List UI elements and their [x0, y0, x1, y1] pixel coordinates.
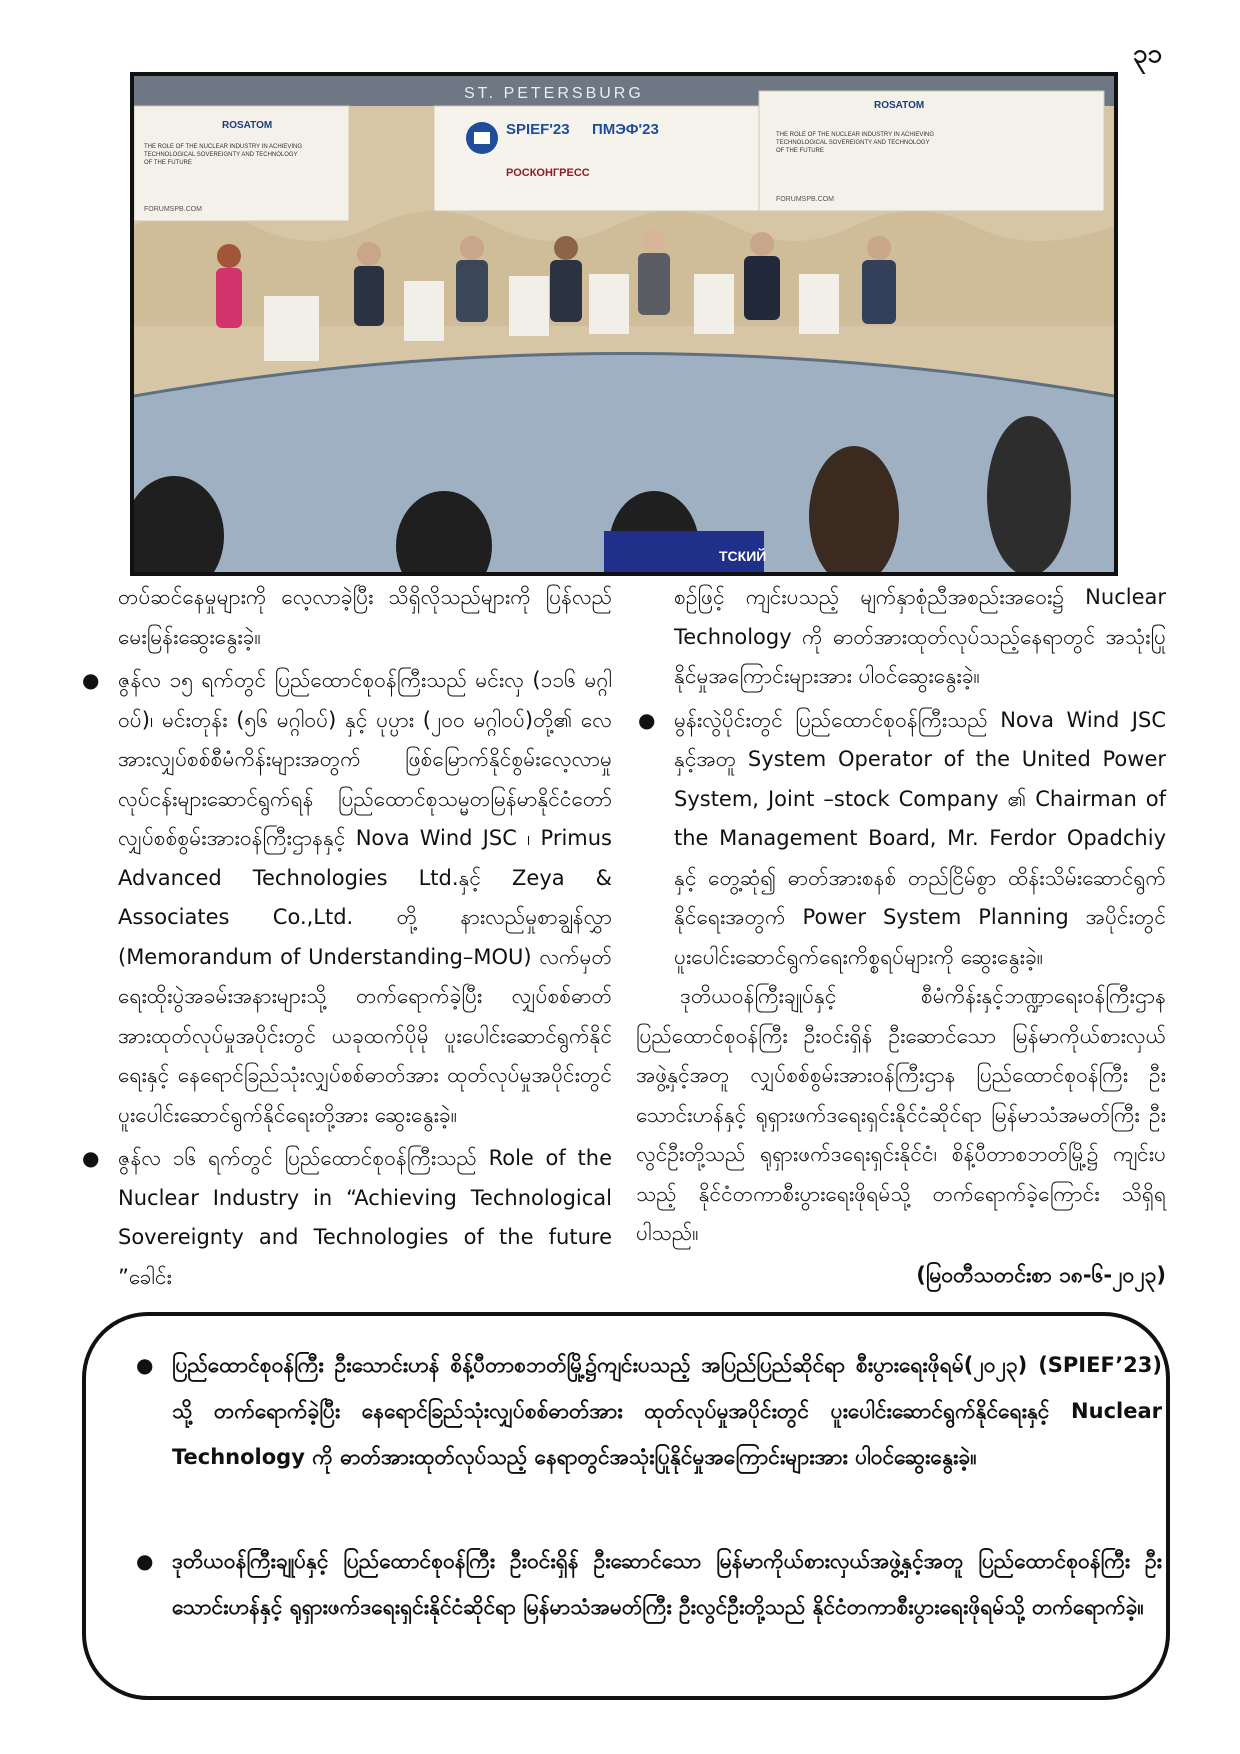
center-screen-title-ru: ПМЭФ'23 — [592, 121, 659, 138]
right-bullet-1: ● မွန်းလွဲပိုင်းတွင် ပြည်ထောင်စုဝန်ကြီးသည် Nova Wind JSC နှင့်အတူ System Operator of the United Power System, Joint –stock Company ၏ Chairman of the Management Board, Mr. Ferdor Opadchiy နှင့် တွေ့ဆုံ၍ ဓာတ်အားစနစ် တည်ငြိမ်စွာ ထိန်းသိမ်းဆောင်ရွက်နိုင်ရေးအတွက် Power System Planning အပိုင်းတွင် ပူးပေါင်းဆောင်ရွက်ရေးကိစ္စရပ်များကို ဆွေးနွေးခဲ့။ — [636, 701, 1166, 978]
right-screen-url: FORUMSPB.COM — [776, 196, 834, 203]
svg-text:THE ROLE OF THE NUCLEAR INDUST: THE ROLE OF THE NUCLEAR INDUSTRY IN ACHIEVING — [776, 132, 935, 138]
svg-text:OF THE FUTURE: OF THE FUTURE — [776, 148, 824, 154]
banner-text: ST. PETERSBURG — [464, 85, 644, 102]
center-screen-title: SPIEF'23 — [506, 121, 570, 138]
left-screen-url: FORUMSPB.COM — [144, 206, 202, 213]
center-screen-org: РОСКОНГРЕСС — [506, 167, 590, 179]
summary-box — [82, 1312, 1170, 1700]
summary-item-1: ● ပြည်ထောင်စုဝန်ကြီး ဦးသောင်းဟန် စိန့်ပီတာစဘတ်မြို့၌ကျင်းပသည့် အပြည်ပြည်ဆိုင်ရာ စီးပွားရေးဖိုရမ်(၂၀၂၃) (SPIEF’23) သို့ တက်ရောက်ခဲ့ပြီး နေရောင်ခြည်သုံးလျှပ်စစ်ဓာတ်အား ထုတ်လုပ်မှုအပိုင်းတွင် ပူးပေါင်းဆောင်ရွက်နိုင်ရေးနှင့် Nuclear Technology ကို ဓာတ်အားထုတ်လုပ်သည့် နေရာတွင်အသုံးပြုနိုင်မှုအကြောင်းများအား ပါဝင်ဆွေးနွေးခဲ့။ — [130, 1342, 1162, 1480]
left-column — [80, 578, 612, 1297]
conference-photo — [130, 72, 1118, 576]
right-column — [636, 578, 1166, 1295]
podium-text: ТСКИЙ — [719, 548, 767, 564]
closing-paragraph: ဒုတိယဝန်ကြီးချုပ်နှင့် စီမံကိန်းနှင့်ဘဏ္ဍာရေးဝန်ကြီးဌာန ပြည်ထောင်စုဝန်ကြီး ဦးဝင်းရှိန် ဦးဆောင်သော မြန်မာကိုယ်စားလှယ်အဖွဲ့နှင့်အတူ လျှပ်စစ်စွမ်းအားဝန်ကြီးဌာန ပြည်ထောင်စုဝန်ကြီး ဦးသောင်းဟန်နှင့် ရုရှားဖက်ဒရေးရှင်းနိုင်ငံဆိုင်ရာ မြန်မာသံအမတ်ကြီး ဦးလွင်ဦးတို့သည် ရုရှားဖက်ဒရေးရှင်းနိုင်ငံ၊ စိန့်ပီတာစဘတ်မြို့၌ ကျင်းပသည့် နိုင်ငံတကာစီးပွားရေးဖိုရမ်သို့ တက်ရောက်ခဲ့ကြောင်း သိရှိရပါသည်။ — [636, 984, 1166, 1245]
svg-text:OF THE FUTURE: OF THE FUTURE — [144, 160, 192, 166]
left-screen-session: THE ROLE OF THE NUCLEAR INDUSTRY IN ACHIEVING — [144, 144, 303, 150]
left-bullet-1: ● ဇွန်လ ၁၅ ရက်တွင် ပြည်ထောင်စုဝန်ကြီးသည် မင်းလှ (၁၁၆ မဂ္ဂါဝပ်)၊ မင်းတုန်း (၅၆ မဂ္ဂါဝပ်) နှင့် ပုပ္ပား (၂၀၀ မဂ္ဂါဝပ်)တို့၏ လေအားလျှပ်စစ်စီမံကိန်းများအတွက် ဖြစ်မြောက်နိုင်စွမ်းလေ့လာမှု လုပ်ငန်းများဆောင်ရွက်ရန် ပြည်ထောင်စုသမ္မတမြန်မာနိုင်ငံတော် လျှပ်စစ်စွမ်းအားဝန်ကြီးဌာနနှင့် Nova Wind JSC ၊ Primus Advanced Technologies Ltd.နှင့် Zeya & Associates Co.,Ltd. တို့ နားလည်မှုစာချွန်လွှာ (Memorandum of Understanding–MOU) လက်မှတ်ရေးထိုးပွဲအခမ်းအနားများသို့ တက်ရောက်ခဲ့ပြီး လျှပ်စစ်ဓာတ်အားထုတ်လုပ်မှုအပိုင်းတွင် ယခုထက်ပိုမို ပူးပေါင်းဆောင်ရွက်နိုင်ရေးနှင့် နေရောင်ခြည်သုံးလျှပ်စစ်ဓာတ်အား ထုတ်လုပ်မှုအပိုင်းတွင် ပူးပေါင်းဆောင်ရွက်နိုင်ရေးတို့အား ဆွေးနွေးခဲ့။ — [80, 661, 612, 1135]
left-screen-sponsor: ROSATOM — [222, 120, 273, 131]
page-number: ၃၁ — [1132, 39, 1162, 69]
news-source: (မြဝတီသတင်းစာ ၁၈-၆-၂၀၂၃) — [916, 1262, 1166, 1287]
left-continuation: တပ်ဆင်နေမှုများကို လေ့လာခဲ့ပြီး သိရှိလိုသည်များကို ပြန်လည်မေးမြန်းဆွေးနွေးခဲ့။ — [118, 585, 612, 649]
svg-text:TECHNOLOGICAL SOVEREIGNTY AND: TECHNOLOGICAL SOVEREIGNTY AND TECHNOLOGY — [144, 152, 298, 158]
right-continuation: စဉ်ဖြင့် ကျင်းပသည့် မျက်နှာစုံညီအစည်းအဝေး၌ Nuclear Technology ကို ဓာတ်အားထုတ်လုပ်သည့်နေရာတွင် အသုံးပြုနိုင်မှုအကြောင်းများအား ပါဝင်ဆွေးနွေးခဲ့။ — [674, 585, 1166, 688]
right-screen-sponsor: ROSATOM — [874, 100, 925, 111]
summary-item-2: ● ဒုတိယဝန်ကြီးချုပ်နှင့် ပြည်ထောင်စုဝန်ကြီး ဦးဝင်းရှိန် ဦးဆောင်သော မြန်မာကိုယ်စားလှယ်အဖွဲ့နှင့်အတူ ပြည်ထောင်စုဝန်ကြီး ဦးသောင်းဟန်နှင့် ရုရှားဖက်ဒရေးရှင်းနိုင်ငံဆိုင်ရာ မြန်မာသံအမတ်ကြီး ဦးလွင်ဦးတို့သည် နိုင်ငံတကာစီးပွားရေးဖိုရမ်သို့ တက်ရောက်ခဲ့။ — [130, 1538, 1162, 1630]
svg-text:TECHNOLOGICAL SOVEREIGNTY AND: TECHNOLOGICAL SOVEREIGNTY AND TECHNOLOGY — [776, 140, 930, 146]
conference-photo-illustration — [134, 76, 1114, 572]
left-bullet-2: ● ဇွန်လ ၁၆ ရက်တွင် ပြည်ထောင်စုဝန်ကြီးသည် Role of the Nuclear Industry in “Achieving Technological Sovereignty and Technologies of the future ”ခေါင်း — [80, 1139, 612, 1297]
